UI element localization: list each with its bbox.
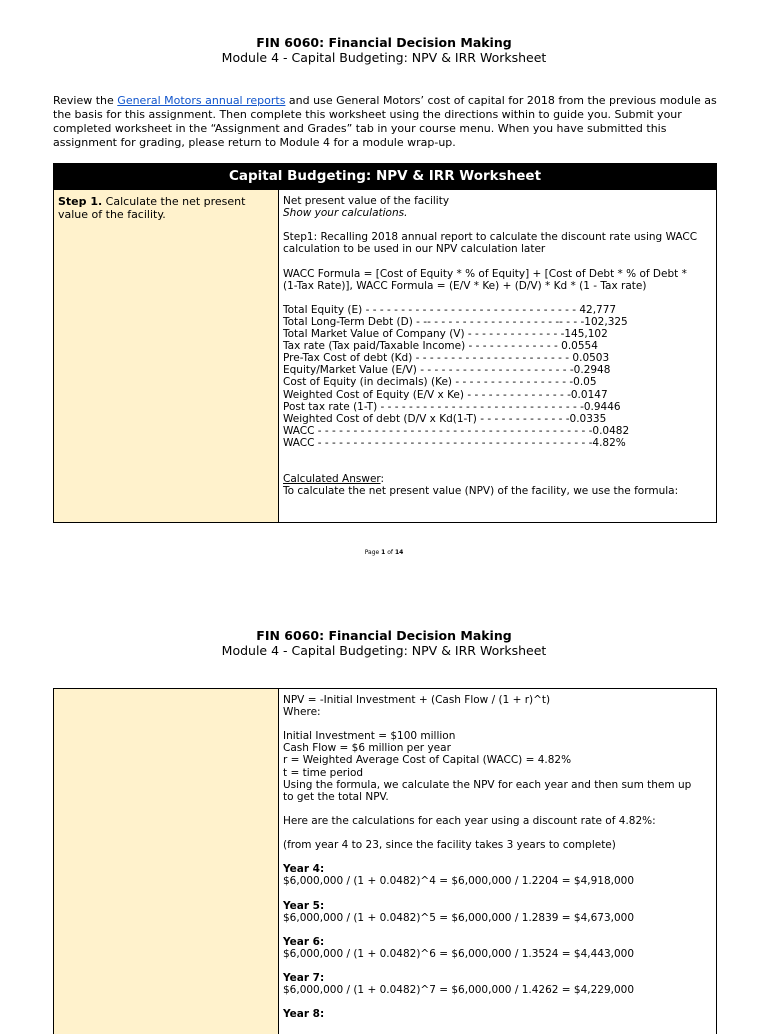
calc-line: Tax rate (Tax paid/Taxable Income) - - - - - - - - - - - - - 0.0554 [283, 340, 598, 353]
using-line2: to get the total NPV. [283, 790, 389, 803]
year-calc: $6,000,000 / (1 + 0.0482)^6 = $6,000,000 / 1.3524 = $4,443,000 [283, 947, 635, 960]
footer-of: of [385, 549, 395, 556]
gm-annual-reports-link[interactable]: General Motors annual reports [117, 94, 286, 107]
using-line1: Using the formula, we calculate the NPV for each year and then sum them up [283, 778, 692, 791]
module-title: Module 4 - Capital Budgeting: NPV & IRR Worksheet [221, 643, 547, 658]
worksheet-table-page2 [53, 688, 717, 1034]
calc-line: Cost of Equity (in decimals) (Ke) - - - - - - - - - - - - - - - - -0.05 [283, 376, 597, 389]
variable-line: Initial Investment = $100 million [283, 730, 456, 743]
calc-line: Total Equity (E) - - - - - - - - - - - - - - - - - - - - - - - - - - - - - - 42,777 [283, 303, 617, 316]
calc-line: Weighted Cost of Equity (E/V x Ke) - - - - - - - - - - - - - - -0.0147 [283, 388, 608, 401]
step1-line1: Step1: Recalling 2018 annual report to calculate the discount rate using WACC [283, 231, 698, 244]
footer-page-number: 1 [381, 549, 386, 556]
year-label: Year 8: [283, 1008, 325, 1021]
answer-content [283, 195, 712, 497]
footer-total-pages: 14 [394, 549, 404, 556]
step-instruction [58, 195, 276, 221]
calc-line: Weighted Cost of debt (D/V x Kd(1-T) - - - - - - - - - - - - -0.0335 [283, 412, 607, 425]
step-cell [54, 190, 279, 522]
year-label: Year 7: [283, 972, 325, 985]
worksheet-title-bar: Capital Budgeting: NPV & IRR Worksheet [53, 163, 717, 189]
year-calc: $6,000,000 / (1 + 0.0482)^7 = $6,000,000 / 1.4262 = $4,229,000 [283, 984, 635, 997]
worksheet-table-page1 [53, 189, 717, 523]
step1-line2: calculation to be used in our NPV calculation later [283, 243, 546, 256]
variable-line: Cash Flow = $6 million per year [283, 742, 451, 755]
where-label: Where: [283, 706, 321, 719]
calc-line: Total Market Value of Company (V) - - - - - - - - - - - - - -145,102 [283, 328, 608, 341]
answer-cell [279, 190, 716, 522]
here-are-line: Here are the calculations for each year using a discount rate of 4.82%: [283, 814, 656, 827]
page1-header [0, 35, 768, 65]
calc-line: Equity/Market Value (E/V) - - - - - - - - - - - - - - - - - - - - - -0.2948 [283, 364, 611, 377]
wacc-formula-line2: (1-Tax Rate)], WACC Formula = (E/V * Ke) + (D/V) * Kd * (1 - Tax rate) [283, 279, 647, 292]
wacc-formula-line1: WACC Formula = [Cost of Equity * % of Equity] + [Cost of Debt * % of Debt * [283, 267, 687, 280]
page-footer [0, 549, 768, 556]
variable-line: t = time period [283, 766, 364, 779]
from-year-line: (from year 4 to 23, since the facility takes 3 years to complete) [283, 839, 616, 852]
course-title: FIN 6060: Financial Decision Making [256, 35, 512, 50]
step-text: Calculate the net present value of the facility. [58, 195, 246, 221]
calc-line: Post tax rate (1-T) - - - - - - - - - - - - - - - - - - - - - - - - - - - - -0.9446 [283, 400, 621, 413]
show-calculations: Show your calculations. [283, 207, 408, 220]
year-calc: $6,000,000 / (1 + 0.0482)^5 = $6,000,000 / 1.2839 = $4,673,000 [283, 911, 635, 924]
calculated-answer-label: Calculated Answer [283, 473, 381, 486]
intro-text-start: Review the [53, 94, 118, 107]
course-title: FIN 6060: Financial Decision Making [256, 628, 512, 643]
npv-intro: To calculate the net present value (NPV) of the facility, we use the formula: [283, 485, 679, 498]
year-label: Year 6: [283, 935, 325, 948]
year-calc: $6,000,000 / (1 + 0.0482)^4 = $6,000,000 / 1.2204 = $4,918,000 [283, 875, 635, 888]
year-label: Year 4: [283, 863, 325, 876]
calculated-answer-colon: : [380, 473, 385, 486]
module-title: Module 4 - Capital Budgeting: NPV & IRR Worksheet [221, 50, 547, 65]
calc-line: WACC - - - - - - - - - - - - - - - - - - - - - - - - - - - - - - - - - - - - - - -0.0482 [283, 424, 630, 437]
year-label: Year 5: [283, 899, 325, 912]
npv-calculations [283, 694, 712, 1021]
step-cell [54, 689, 279, 1034]
answer-cell [279, 689, 716, 1034]
calc-line: Total Long-Term Debt (D) - -- - - - - - - - - - - - - - - - - - -- - - -102,325 [283, 315, 628, 328]
intro-text-rest: and use General Motors’ cost of capital for 2018 from the previous module as the basis for this assignment. Then complete this worksheet using the directions within to guide you. Submit your completed worksheet in the “Assignment and Grades” tab in your course menu. When you have submitted this assignment for grading, please return to Module 4 for a module wrap-up. [53, 94, 717, 149]
page2-header [0, 628, 768, 658]
calc-line: Pre-Tax Cost of debt (Kd) - - - - - - - - - - - - - - - - - - - - - - 0.0503 [283, 352, 610, 365]
calculated-answer-row [283, 473, 712, 485]
footer-prefix: Page [364, 549, 382, 556]
intro-paragraph [53, 94, 723, 150]
npv-formula: NPV = -Initial Investment + (Cash Flow / (1 + r)^t) [283, 694, 551, 706]
variable-line: r = Weighted Average Cost of Capital (WACC) = 4.82% [283, 754, 572, 767]
step-label: Step 1. [58, 195, 103, 208]
calc-lines [283, 304, 712, 449]
answer-heading: Net present value of the facility [283, 195, 450, 207]
calc-line: WACC - - - - - - - - - - - - - - - - - - - - - - - - - - - - - - - - - - - - - - -4.82% [283, 436, 626, 449]
